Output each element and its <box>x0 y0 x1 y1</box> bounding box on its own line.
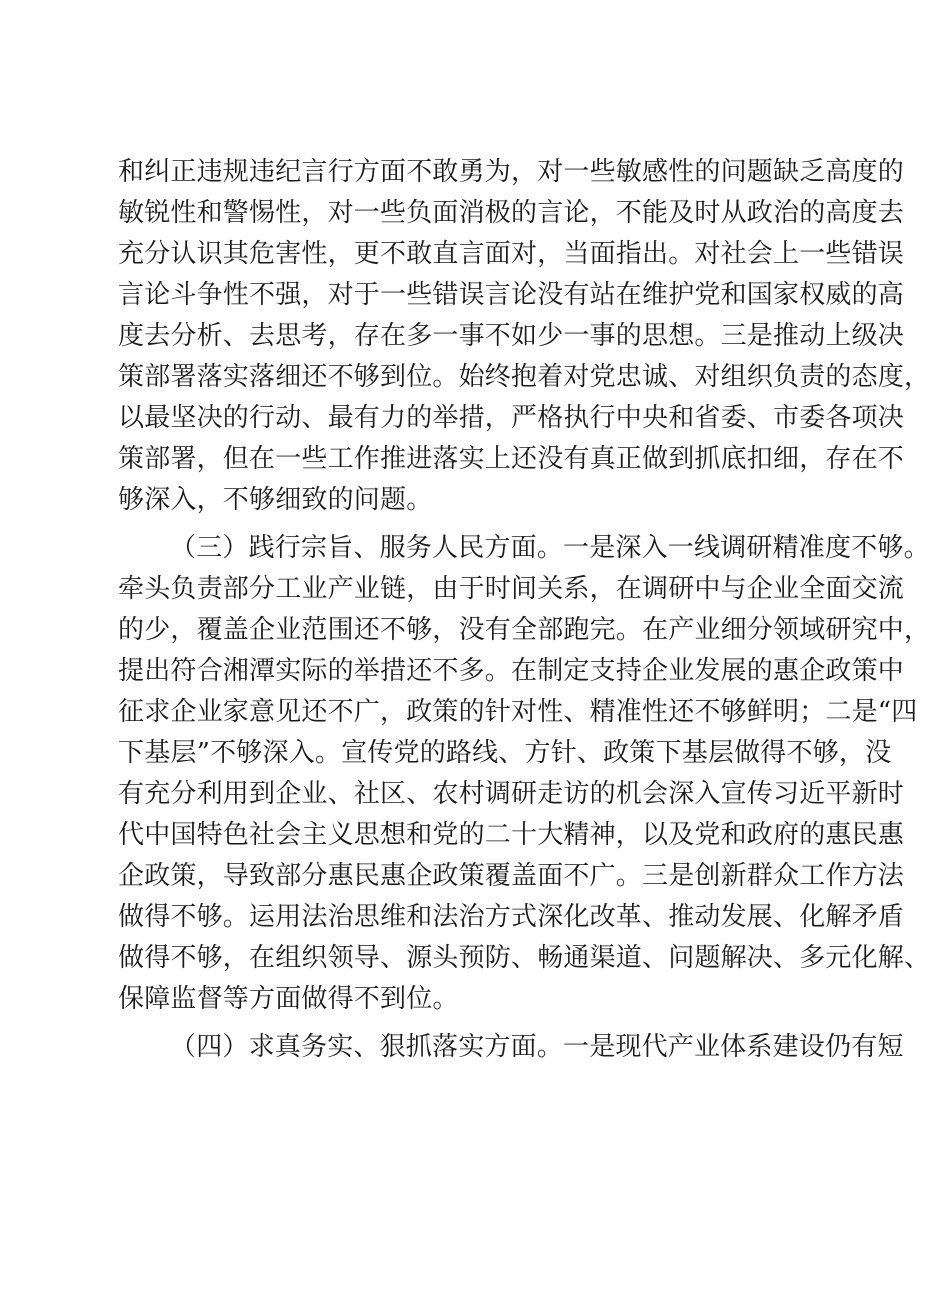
text-line: 代中国特色社会主义思想和党的二十大精神，以及党和政府的惠民惠 <box>118 820 905 850</box>
text-line: 企政策，导致部分惠民惠企政策覆盖面不广。三是创新群众工作方法 <box>118 861 905 891</box>
text-line: 的少，覆盖企业范围还不够，没有全部跑完。在产业细分领域研究中， <box>118 615 930 645</box>
text-line: 和纠正违规违纪言行方面不敢勇为，对一些敏感性的问题缺乏高度的 <box>118 157 905 187</box>
text-line: 征求企业家意见还不广，政策的针对性、精准性还不够鲜明；二是“四 <box>118 697 918 727</box>
text-line: 言论斗争性不强，对于一些错误言论没有站在维护党和国家权威的高 <box>118 280 905 310</box>
text-line: 策部署，但在一些工作推进落实上还没有真正做到抓底扣细，存在不 <box>118 444 905 474</box>
text-line: 以最坚决的行动、最有力的举措，严格执行中央和省委、市委各项决 <box>118 403 905 433</box>
text-line: 下基层”不够深入。宣传党的路线、方针、政策下基层做得不够，没 <box>118 738 892 768</box>
text-line: 做得不够。运用法治思维和法治方式深化改革、推动发展、化解矛盾 <box>118 902 905 932</box>
text-line: 度去分析、去思考，存在多一事不如少一事的思想。三是推动上级决 <box>118 321 905 351</box>
text-line: 有充分利用到企业、社区、农村调研走访的机会深入宣传习近平新时 <box>118 779 905 809</box>
text-line: 做得不够，在组织领导、源头预防、畅通渠道、问题解决、多元化解、 <box>118 943 930 973</box>
section-heading-line: （三）践行宗旨、服务人民方面。一是深入一线调研精准度不够。 <box>170 533 930 563</box>
text-line: 够深入，不够细致的问题。 <box>118 485 433 515</box>
text-line: 策部署落实落细还不够到位。始终抱着对党忠诚、对组织负责的态度， <box>118 362 930 392</box>
text-line: 提出符合湘潭实际的举措还不多。在制定支持企业发展的惠企政策中 <box>118 656 905 686</box>
text-line: 敏锐性和警惕性，对一些负面消极的言论，不能及时从政治的高度去 <box>118 198 905 228</box>
section-heading-line: （四）求真务实、狠抓落实方面。一是现代产业体系建设仍有短 <box>170 1032 904 1062</box>
text-line: 牵头负责部分工业产业链，由于时间关系，在调研中与企业全面交流 <box>118 574 905 604</box>
text-line: 充分认识其危害性，更不敢直言面对，当面指出。对社会上一些错误 <box>118 239 905 269</box>
text-line: 保障监督等方面做得不到位。 <box>118 984 459 1014</box>
